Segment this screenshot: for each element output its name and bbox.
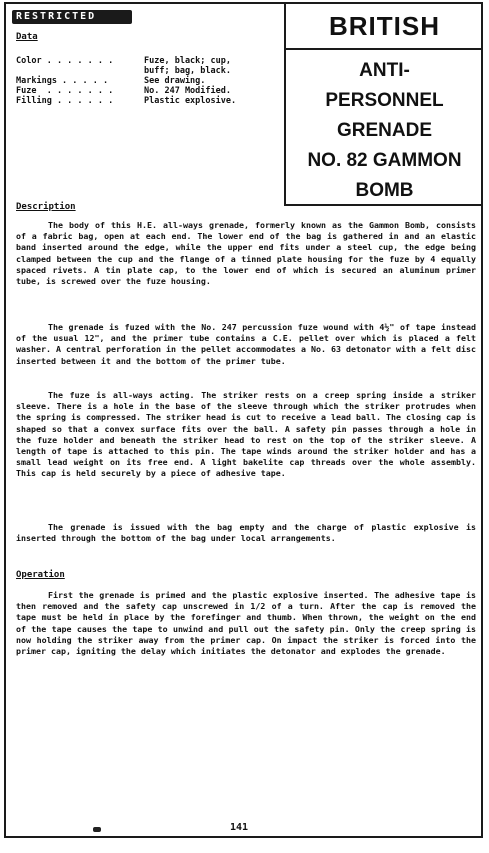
operation-paragraph: First the grenade is primed and the plastic explosive inserted. The adhesive tape is then removed and the safety cap unscrewed in 1/2 of a turn. After the cap is removed the tape must be held in place by the forefinger and thumb. When thrown, the weight on the end of the tape causes the tape to unwind and pull out the safety pin. Only the creep spring is now holding the striker away from the primer cap. On impact the striker is forced into the primer cap, igniting the delay which initiates the detonator and explodes the grenade. xyxy=(16,590,476,657)
document-page xyxy=(4,2,483,838)
data-key: Color . . . . . . . xyxy=(16,56,114,66)
classification-text: RESTRICTED xyxy=(16,11,97,22)
data-key: Markings . . . . . xyxy=(16,76,109,86)
title-line: PERSONNEL xyxy=(325,90,444,111)
ink-blot xyxy=(93,827,101,832)
data-row xyxy=(16,96,236,106)
description-paragraph-4: The grenade is issued with the bag empty and the charge of plastic explosive is inserted through the bottom of the bag under local arrangements. xyxy=(16,522,476,544)
data-value: buff; bag, black. xyxy=(144,66,231,76)
description-paragraph-2: The grenade is fuzed with the No. 247 percussion fuze wound with 4½" of tape instead of the usual 12", and the primer tube contains a C.E. pellet over which is placed a felt washer. A central perforation in the pellet accommodates a No. 63 detonator with a felt disc inserted between it and the bottom of the primer tube. xyxy=(16,322,476,366)
data-heading: Data xyxy=(16,32,38,42)
page-number: 141 xyxy=(230,822,249,833)
operation-heading: Operation xyxy=(16,570,65,580)
data-key: Filling . . . . . . xyxy=(16,96,114,106)
data-row xyxy=(16,86,231,96)
data-row xyxy=(16,66,231,76)
data-row xyxy=(16,56,231,66)
title-box xyxy=(284,4,483,206)
data-row xyxy=(16,76,205,86)
data-value: Fuze, black; cup, xyxy=(144,56,231,66)
title-line: GRENADE xyxy=(336,120,432,141)
data-value: No. 247 Modified. xyxy=(144,86,231,96)
description-paragraph-1: The body of this H.E. all-ways grenade, formerly known as the Gammon Bomb, consists of a fabric bag, open at each end. The lower end of the bag is gathered in and an elastic band inserted around the edge, while the upper end fits under a steel cup, the edge being clamped between the cup and the flange of a tinned plate housing for the fuze by 4 equally spaced rivets. A tin plate cap, to the lower end of which is secured an aluminum primer tube, is screwed over the fuze housing. xyxy=(16,220,476,287)
title-line: BOMB xyxy=(355,180,414,201)
title-line: ANTI- xyxy=(359,60,410,81)
data-value: See drawing. xyxy=(144,76,206,86)
title-lines xyxy=(286,50,483,206)
data-key: Fuze . . . . . . . xyxy=(16,86,114,96)
classification-mark xyxy=(12,10,132,24)
description-paragraph-3: The fuze is all-ways acting. The striker rests on a creep spring inside a striker sleeve. There is a hole in the base of the sleeve through which the striker protrudes when the spring is compressed. The striker head is cut to receive a lead ball. The closing cap is shaped so that a convex surface fits over the ball. A safety pin passes through a hole in the fuze holder and beneath the striker head to rest on the top of the striker sleeve. A length of tape is attached to this pin. The tape winds around the striker holder and has a small lead weight on its free end. A light bakelite cap threads over the whole assembly. This cap is held securely by a piece of adhesive tape. xyxy=(16,390,476,479)
data-value: Plastic explosive. xyxy=(144,96,237,106)
title-british: BRITISH xyxy=(329,10,440,41)
title-line: NO. 82 GAMMON xyxy=(307,150,462,171)
title-top xyxy=(286,4,483,50)
description-heading: Description xyxy=(16,202,76,212)
